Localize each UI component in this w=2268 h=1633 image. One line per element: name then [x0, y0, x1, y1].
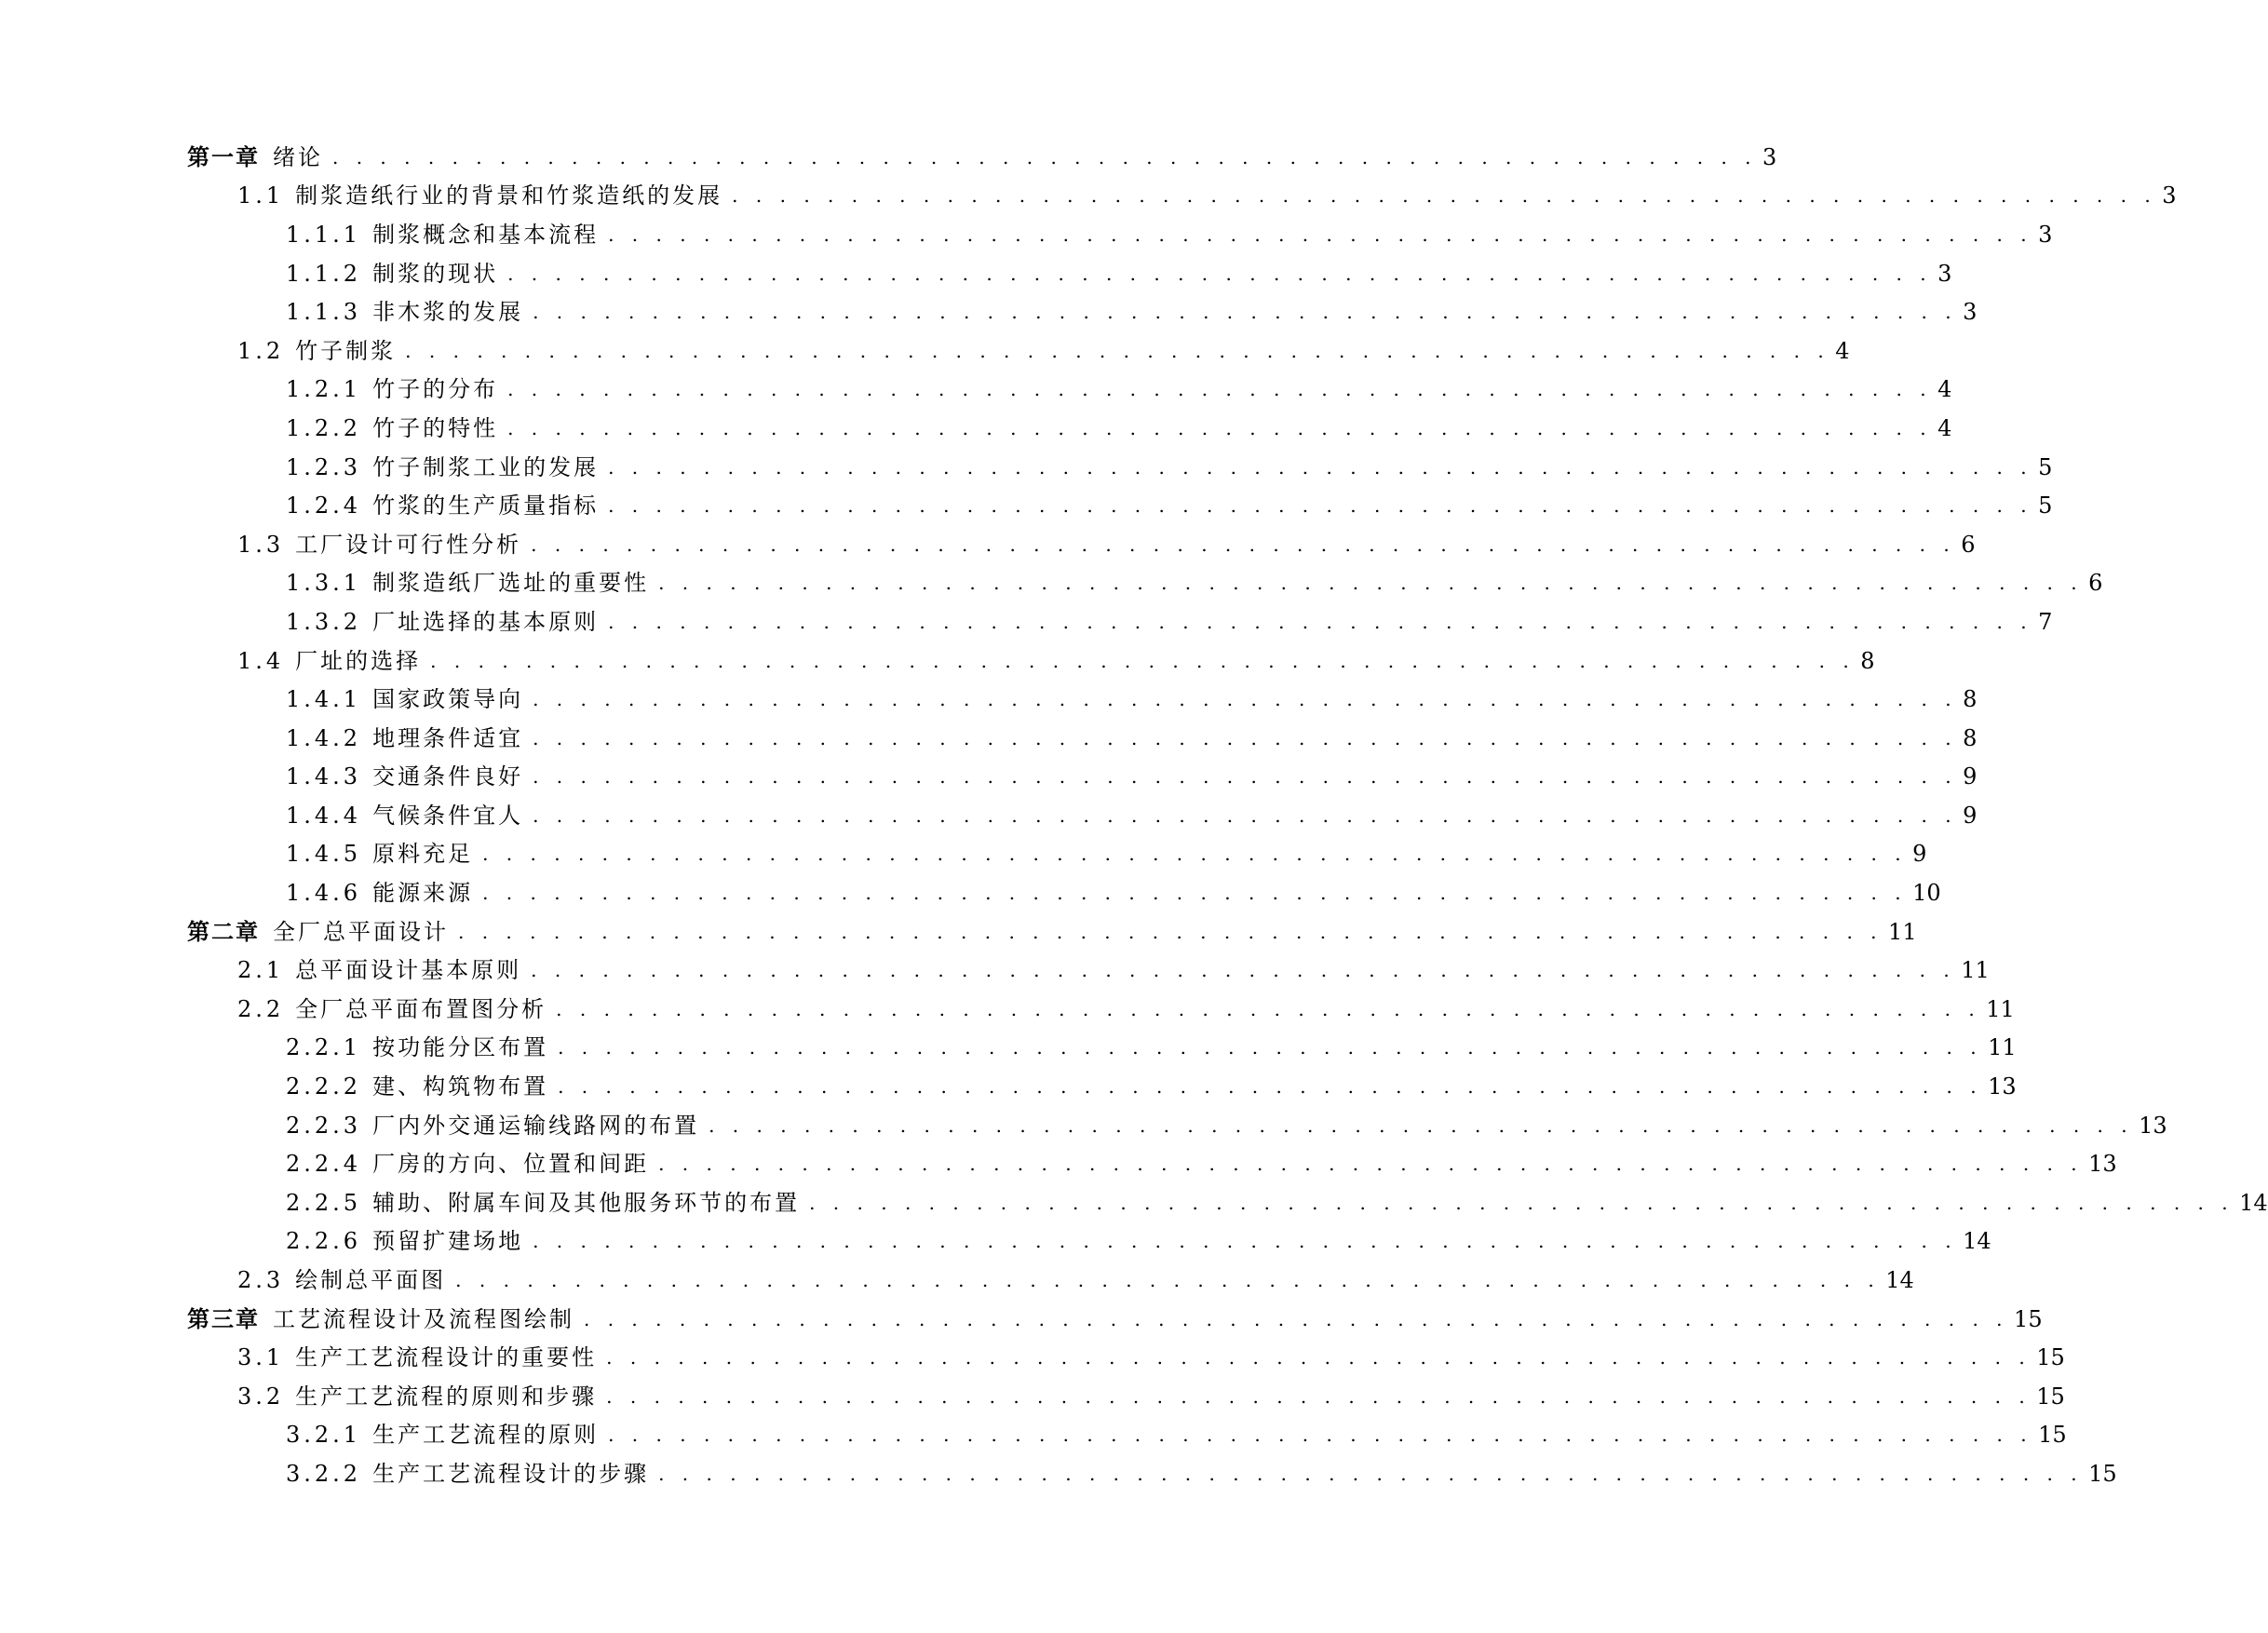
toc-page-number: 13: [1988, 1073, 2017, 1100]
toc-page-number: 15: [2036, 1383, 2065, 1410]
toc-entry-title: 制浆造纸厂选址的重要性: [372, 570, 650, 597]
toc-dot-leader: . . . . . . . . . . . . . . . . . . . . . . . . . . . . . . . . . . . . . . . . . . . . . . . . . . . . . . . . . . . .: [606, 1384, 2032, 1408]
toc-subsection-entry[interactable]: [187, 1416, 2067, 1455]
toc-chapter-entry[interactable]: [187, 138, 1777, 177]
toc-entry-title: 生产工艺流程的原则: [372, 1422, 600, 1449]
toc-dot-leader: . . . . . . . . . . . . . . . . . . . . . . . . . . . . . . . . . . . . . . . . . . . . . . . . . . . . . . . . . . . .: [556, 997, 1981, 1020]
toc-entry-number: 1.1.1: [286, 221, 362, 248]
toc-subsection-entry[interactable]: [187, 1144, 2117, 1183]
toc-dot-leader: . . . . . . . . . . . . . . . . . . . . . . . . . . . . . . . . . . . . . . . . . . . . . . . . . . . . . . . . . . . .: [458, 920, 1883, 943]
toc-subsection-entry[interactable]: [187, 1454, 2117, 1493]
toc-dot-leader: . . . . . . . . . . . . . . . . . . . . . . . . . . . . . . . . . . . . . . . . . . . . . . . . . . . . . . . . . . . .: [658, 572, 2084, 595]
toc-page-number: 3: [1937, 260, 1952, 287]
toc-subsection-entry[interactable]: [187, 409, 1952, 448]
toc-dot-leader: . . . . . . . . . . . . . . . . . . . . . . . . . . . . . . . . . . . . . . . . . . . . . . . . . . . . . . . . . . . .: [405, 339, 1830, 362]
toc-section-entry[interactable]: [187, 1377, 2065, 1416]
toc-page-number: 3: [2162, 182, 2177, 209]
toc-dot-leader: . . . . . . . . . . . . . . . . . . . . . . . . . . . . . . . . . . . . . . . . . . . . . . . . . . . . . . . . . . . .: [455, 1269, 1881, 1292]
toc-subsection-entry[interactable]: [187, 1067, 2017, 1106]
toc-subsection-entry[interactable]: [187, 292, 1978, 331]
toc-page-number: 3: [1762, 143, 1777, 170]
toc-entry-title: 气候条件宜人: [372, 802, 524, 829]
toc-page-number: 6: [2088, 570, 2103, 597]
toc-subsection-entry[interactable]: [187, 1106, 2167, 1145]
toc-entry-number: 2.2.2: [286, 1073, 362, 1100]
toc-entry-number: 第一章: [187, 142, 260, 170]
toc-section-entry[interactable]: [187, 641, 1875, 681]
toc-entry-number: 2.2: [237, 995, 285, 1022]
toc-dot-leader: . . . . . . . . . . . . . . . . . . . . . . . . . . . . . . . . . . . . . . . . . . . . . . . . . . . . . . . . . . . .: [507, 416, 1933, 439]
toc-page-number: 8: [1963, 686, 1978, 713]
toc-subsection-entry[interactable]: [187, 1222, 1991, 1262]
toc-subsection-entry[interactable]: [187, 796, 1978, 835]
toc-section-entry[interactable]: [187, 331, 1850, 371]
toc-page-number: 14: [1963, 1228, 1991, 1255]
toc-entry-title: 国家政策导向: [372, 686, 524, 713]
toc-entry-number: 1.2.2: [286, 414, 362, 441]
toc-section-entry[interactable]: [187, 525, 1976, 564]
toc-dot-leader: . . . . . . . . . . . . . . . . . . . . . . . . . . . . . . . . . . . . . . . . . . . . . . . . . . . . . . . . . . . .: [533, 726, 1958, 749]
toc-subsection-entry[interactable]: [187, 873, 1941, 912]
toc-page-number: 4: [1835, 337, 1850, 364]
toc-entry-title: 绪论: [273, 143, 323, 170]
toc-chapter-entry[interactable]: [187, 1300, 2043, 1339]
toc-dot-leader: . . . . . . . . . . . . . . . . . . . . . . . . . . . . . . . . . . . . . . . . . . . . . . . . . . . . . . . . . . . .: [482, 843, 1908, 866]
toc-entry-number: 1.1: [237, 182, 285, 209]
toc-entry-number: 第三章: [187, 1304, 260, 1332]
toc-entry-title: 原料充足: [372, 841, 474, 868]
toc-entry-title: 竹子制浆: [295, 337, 397, 364]
toc-entry-title: 非木浆的发展: [372, 299, 524, 326]
toc-page-number: 9: [1912, 841, 1927, 868]
toc-entry-title: 辅助、附属车间及其他服务环节的布置: [372, 1189, 801, 1216]
toc-entry-title: 全厂总平面设计: [273, 918, 449, 945]
toc-page-number: 11: [1961, 957, 1990, 984]
toc-dot-leader: . . . . . . . . . . . . . . . . . . . . . . . . . . . . . . . . . . . . . . . . . . . . . . . . . . . . . . . . . . . .: [533, 1230, 1958, 1253]
toc-entry-number: 1.3: [237, 531, 285, 558]
toc-dot-leader: . . . . . . . . . . . . . . . . . . . . . . . . . . . . . . . . . . . . . . . . . . . . . . . . . . . . . . . . . . . .: [608, 1424, 2033, 1447]
toc-entry-title: 工厂设计可行性分析: [295, 531, 522, 558]
toc-entry-number: 1.4.5: [286, 841, 362, 868]
toc-page-number: 8: [1963, 724, 1978, 751]
toc-page-number: 3: [1963, 299, 1978, 326]
toc-dot-leader: . . . . . . . . . . . . . . . . . . . . . . . . . . . . . . . . . . . . . . . . . . . . . . . . . . . . . . . . . . . .: [531, 533, 1956, 556]
toc-dot-leader: . . . . . . . . . . . . . . . . . . . . . . . . . . . . . . . . . . . . . . . . . . . . . . . . . . . . . . . . . . . .: [608, 455, 2033, 479]
toc-subsection-entry[interactable]: [187, 448, 2053, 487]
toc-subsection-entry[interactable]: [187, 602, 2053, 641]
toc-dot-leader: . . . . . . . . . . . . . . . . . . . . . . . . . . . . . . . . . . . . . . . . . . . . . . . . . . . . . . . . . . . .: [430, 649, 1856, 672]
toc-entry-title: 建、构筑物布置: [372, 1073, 549, 1100]
toc-dot-leader: . . . . . . . . . . . . . . . . . . . . . . . . . . . . . . . . . . . . . . . . . . . . . . . . . . . . . . . . . . . .: [732, 184, 2157, 208]
toc-subsection-entry[interactable]: [187, 371, 1952, 410]
toc-entry-number: 1.2.4: [286, 493, 362, 520]
toc-page-number: 5: [2038, 453, 2053, 480]
toc-page-number: 11: [1988, 1034, 2017, 1061]
toc-section-entry[interactable]: [187, 177, 2177, 216]
toc-subsection-entry[interactable]: [187, 215, 2053, 254]
toc-subsection-entry[interactable]: [187, 719, 1978, 758]
toc-dot-leader: . . . . . . . . . . . . . . . . . . . . . . . . . . . . . . . . . . . . . . . . . . . . . . . . . . . . . . . . . . . .: [533, 765, 1958, 789]
toc-page-number: 11: [1986, 995, 2015, 1022]
toc-entry-title: 总平面设计基本原则: [295, 957, 522, 984]
toc-entry-number: 1.4.2: [286, 724, 362, 751]
toc-entry-title: 生产工艺流程的原则和步骤: [295, 1383, 598, 1410]
toc-dot-leader: . . . . . . . . . . . . . . . . . . . . . . . . . . . . . . . . . . . . . . . . . . . . . . . . . . . . . . . . . . . .: [658, 1462, 2084, 1485]
toc-page-number: 5: [2038, 493, 2053, 520]
toc-entry-title: 生产工艺流程设计的步骤: [372, 1460, 650, 1487]
toc-section-entry[interactable]: [187, 1261, 1914, 1300]
toc-dot-leader: . . . . . . . . . . . . . . . . . . . . . . . . . . . . . . . . . . . . . . . . . . . . . . . . . . . . . . . . . . . .: [608, 494, 2033, 518]
toc-page-number: 4: [1937, 376, 1952, 403]
toc-entry-title: 生产工艺流程设计的重要性: [295, 1344, 598, 1371]
toc-entry-title: 能源来源: [372, 880, 474, 907]
toc-entry-title: 厂房的方向、位置和间距: [372, 1151, 650, 1178]
toc-entry-number: 3.2: [237, 1383, 285, 1410]
toc-entry-number: 1.2.1: [286, 376, 362, 403]
toc-subsection-entry[interactable]: [187, 835, 1927, 874]
toc-subsection-entry[interactable]: [187, 680, 1978, 719]
toc-dot-leader: . . . . . . . . . . . . . . . . . . . . . . . . . . . . . . . . . . . . . . . . . . . . . . . . . . . . . . . . . . . .: [533, 803, 1958, 827]
toc-entry-number: 2.2.1: [286, 1034, 362, 1061]
toc-entry-title: 厂址的选择: [295, 647, 422, 674]
toc-entry-title: 竹子的分布: [372, 376, 499, 403]
toc-dot-leader: . . . . . . . . . . . . . . . . . . . . . . . . . . . . . . . . . . . . . . . . . . . . . . . . . . . . . . . . . . . .: [658, 1153, 2084, 1176]
toc-entry-number: 2.2.3: [286, 1112, 362, 1139]
toc-subsection-entry[interactable]: [187, 1183, 2268, 1222]
toc-dot-leader: . . . . . . . . . . . . . . . . . . . . . . . . . . . . . . . . . . . . . . . . . . . . . . . . . . . . . . . . . . . .: [558, 1036, 1983, 1059]
toc-dot-leader: . . . . . . . . . . . . . . . . . . . . . . . . . . . . . . . . . . . . . . . . . . . . . . . . . . . . . . . . . . . .: [531, 959, 1956, 982]
toc-dot-leader: . . . . . . . . . . . . . . . . . . . . . . . . . . . . . . . . . . . . . . . . . . . . . . . . . . . . . . . . . . . .: [507, 378, 1933, 401]
table-of-contents: [187, 138, 2268, 1493]
toc-page-number: 15: [2038, 1422, 2067, 1449]
toc-entry-title: 工艺流程设计及流程图绘制: [273, 1305, 574, 1332]
toc-entry-title: 竹浆的生产质量指标: [372, 493, 600, 520]
toc-page-number: 15: [2088, 1460, 2117, 1487]
toc-dot-leader: . . . . . . . . . . . . . . . . . . . . . . . . . . . . . . . . . . . . . . . . . . . . . . . . . . . . . . . . . . . .: [709, 1113, 2134, 1137]
toc-entry-number: 1.4.3: [286, 763, 362, 790]
toc-page-number: 15: [2036, 1344, 2065, 1371]
toc-dot-leader: . . . . . . . . . . . . . . . . . . . . . . . . . . . . . . . . . . . . . . . . . . . . . . . . . . . . . . . . . . . .: [608, 610, 2033, 633]
toc-entry-number: 1.1.2: [286, 260, 362, 287]
toc-entry-number: 1.1.3: [286, 299, 362, 326]
toc-dot-leader: . . . . . . . . . . . . . . . . . . . . . . . . . . . . . . . . . . . . . . . . . . . . . . . . . . . . . . . . . . . .: [809, 1191, 2234, 1214]
toc-entry-number: 1.2: [237, 337, 285, 364]
toc-entry-title: 制浆概念和基本流程: [372, 221, 600, 248]
toc-entry-number: 2.1: [237, 957, 285, 984]
toc-page-number: 14: [1885, 1267, 1914, 1294]
toc-entry-number: 2.2.5: [286, 1189, 362, 1216]
toc-page-number: 15: [2014, 1305, 2043, 1332]
toc-page-number: 14: [2239, 1189, 2268, 1216]
toc-dot-leader: . . . . . . . . . . . . . . . . . . . . . . . . . . . . . . . . . . . . . . . . . . . . . . . . . . . . . . . . . . . .: [482, 882, 1908, 905]
toc-entry-title: 制浆造纸行业的背景和竹浆造纸的发展: [295, 182, 723, 209]
toc-entry-number: 1.4.4: [286, 802, 362, 829]
toc-entry-number: 1.3.2: [286, 608, 362, 635]
toc-dot-leader: . . . . . . . . . . . . . . . . . . . . . . . . . . . . . . . . . . . . . . . . . . . . . . . . . . . . . . . . . . . .: [332, 145, 1758, 169]
toc-page-number: 10: [1912, 880, 1941, 907]
toc-chapter-entry[interactable]: [187, 912, 1917, 951]
toc-entry-title: 全厂总平面布置图分析: [295, 995, 547, 1022]
toc-entry-title: 地理条件适宜: [372, 724, 524, 751]
toc-subsection-entry[interactable]: [187, 254, 1952, 293]
toc-page-number: 13: [2139, 1112, 2167, 1139]
toc-dot-leader: . . . . . . . . . . . . . . . . . . . . . . . . . . . . . . . . . . . . . . . . . . . . . . . . . . . . . . . . . . . .: [606, 1346, 2032, 1370]
toc-entry-title: 竹子制浆工业的发展: [372, 453, 600, 480]
toc-entry-number: 第二章: [187, 917, 260, 945]
toc-entry-number: 1.4.6: [286, 880, 362, 907]
toc-entry-title: 厂址选择的基本原则: [372, 608, 600, 635]
toc-page-number: 9: [1963, 763, 1978, 790]
toc-page-number: 8: [1860, 647, 1875, 674]
toc-page-number: 9: [1963, 802, 1978, 829]
toc-entry-title: 竹子的特性: [372, 414, 499, 441]
toc-entry-title: 交通条件良好: [372, 763, 524, 790]
toc-subsection-entry[interactable]: [187, 486, 2053, 525]
toc-subsection-entry[interactable]: [187, 1029, 2017, 1068]
toc-page-number: 6: [1961, 531, 1976, 558]
toc-page-number: 3: [2038, 221, 2053, 248]
toc-dot-leader: . . . . . . . . . . . . . . . . . . . . . . . . . . . . . . . . . . . . . . . . . . . . . . . . . . . . . . . . . . . .: [558, 1075, 1983, 1099]
toc-page-number: 7: [2038, 608, 2053, 635]
toc-dot-leader: . . . . . . . . . . . . . . . . . . . . . . . . . . . . . . . . . . . . . . . . . . . . . . . . . . . . . . . . . . . .: [507, 262, 1933, 285]
toc-section-entry[interactable]: [187, 951, 1990, 990]
toc-subsection-entry[interactable]: [187, 758, 1978, 797]
toc-dot-leader: . . . . . . . . . . . . . . . . . . . . . . . . . . . . . . . . . . . . . . . . . . . . . . . . . . . . . . . . . . . .: [608, 223, 2033, 246]
toc-section-entry[interactable]: [187, 1338, 2065, 1377]
toc-entry-title: 预留扩建场地: [372, 1228, 524, 1255]
toc-entry-number: 1.2.3: [286, 453, 362, 480]
toc-dot-leader: . . . . . . . . . . . . . . . . . . . . . . . . . . . . . . . . . . . . . . . . . . . . . . . . . . . . . . . . . . . .: [533, 688, 1958, 711]
toc-page-number: 4: [1937, 414, 1952, 441]
toc-entry-title: 绘制总平面图: [295, 1267, 447, 1294]
toc-entry-number: 2.2.4: [286, 1151, 362, 1178]
toc-page-number: 13: [2088, 1151, 2117, 1178]
toc-entry-title: 制浆的现状: [372, 260, 499, 287]
toc-subsection-entry[interactable]: [187, 564, 2103, 603]
toc-entry-number: 3.2.2: [286, 1460, 362, 1487]
toc-dot-leader: . . . . . . . . . . . . . . . . . . . . . . . . . . . . . . . . . . . . . . . . . . . . . . . . . . . . . . . . . . . .: [533, 301, 1958, 324]
toc-entry-number: 1.4.1: [286, 686, 362, 713]
toc-entry-title: 厂内外交通运输线路网的布置: [372, 1112, 700, 1139]
toc-entry-number: 2.2.6: [286, 1228, 362, 1255]
toc-entry-number: 3.1: [237, 1344, 285, 1371]
toc-entry-number: 1.3.1: [286, 570, 362, 597]
toc-entry-number: 1.4: [237, 647, 285, 674]
toc-dot-leader: . . . . . . . . . . . . . . . . . . . . . . . . . . . . . . . . . . . . . . . . . . . . . . . . . . . . . . . . . . . .: [584, 1307, 2009, 1330]
toc-entry-number: 3.2.1: [286, 1422, 362, 1449]
toc-section-entry[interactable]: [187, 990, 2015, 1029]
toc-page-number: 11: [1888, 918, 1917, 945]
toc-entry-title: 按功能分区布置: [372, 1034, 549, 1061]
toc-entry-number: 2.3: [237, 1267, 285, 1294]
